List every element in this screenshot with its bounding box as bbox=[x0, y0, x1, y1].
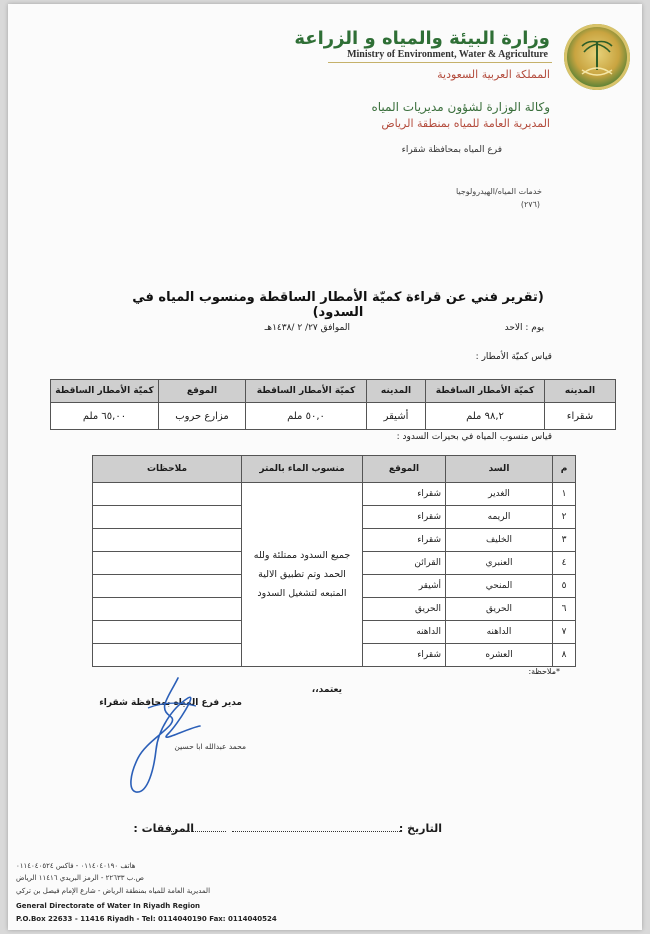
table-cell: ٤ bbox=[553, 552, 576, 575]
footer-org-english: General Directorate of Water In Riyadh Region bbox=[16, 902, 200, 910]
table-cell: ٦٥,٠٠ ملم bbox=[51, 403, 159, 430]
table-header-cell: كميّة الأمطار الساقطة bbox=[426, 380, 545, 403]
table-header-cell: المدينه bbox=[545, 380, 616, 403]
dams-section-label: قياس منسوب المياه في بحيرات السدود : bbox=[396, 432, 552, 442]
branch-name: فرع المياه بمحافظة شقراء bbox=[401, 145, 502, 155]
table-cell bbox=[93, 575, 242, 598]
header-rule bbox=[328, 62, 552, 63]
table-cell: الداهنه bbox=[446, 621, 553, 644]
table-cell: العنبري bbox=[446, 552, 553, 575]
table-header-cell: الموقع bbox=[363, 456, 446, 483]
date-field-line bbox=[232, 831, 402, 832]
table-cell: ٥٠,٠ ملم bbox=[246, 403, 367, 430]
handwritten-signature-icon bbox=[108, 668, 218, 798]
table-cell: ٨ bbox=[553, 644, 576, 667]
approval-label: يعتمد،، bbox=[311, 685, 342, 695]
table-cell: الريمه bbox=[446, 506, 553, 529]
document-page bbox=[8, 4, 642, 930]
table-cell: شقراء bbox=[363, 644, 446, 667]
table-cell: الحريق bbox=[363, 598, 446, 621]
footer-pobox: ص.ب ٢٢٦٣٣ - الرمز البريدي ١١٤١٦ الرياض bbox=[16, 874, 144, 882]
table-cell: الداهنه bbox=[363, 621, 446, 644]
ministry-logo bbox=[564, 24, 630, 90]
table-cell: ١ bbox=[553, 483, 576, 506]
table-cell bbox=[93, 483, 242, 506]
table-header-cell: كميّة الأمطار الساقطة bbox=[51, 380, 159, 403]
table-cell: أشيقر bbox=[363, 575, 446, 598]
directorate-name: المديرية العامة للمياه بمنطقة الرياض bbox=[381, 117, 550, 130]
table-cell: شقراء bbox=[363, 483, 446, 506]
kingdom-name: المملكة العربية السعودية bbox=[437, 68, 550, 81]
footer-address: المديرية العامة للمياه بمنطقة الرياض - شارع الإمام فيصل بن تركي bbox=[16, 887, 211, 895]
table-header-cell: الموقع bbox=[159, 380, 246, 403]
table-header-cell: المدينه bbox=[367, 380, 426, 403]
table-cell: العشره bbox=[446, 644, 553, 667]
table-cell: ٢ bbox=[553, 506, 576, 529]
attachments-field-label: المرفقات : bbox=[133, 822, 194, 835]
water-level-note: جميع السدود ممتلئة ولله الحمد وتم تطبيق الالية المتبعه لتشغيل السدود bbox=[242, 483, 363, 667]
report-title: (تقرير فني عن قراءة كميّة الأمطار الساقطة ومنسوب المياه في السدود) bbox=[132, 290, 544, 320]
table-cell bbox=[93, 644, 242, 667]
signatory-name: محمد عبدالله ابا حسين bbox=[174, 742, 246, 751]
reference-number: (٢٧٦) bbox=[520, 200, 540, 209]
table-cell: ٥ bbox=[553, 575, 576, 598]
table-header-cell: منسوب الماء بالمتر bbox=[242, 456, 363, 483]
table-row bbox=[51, 403, 616, 430]
table-header-cell: كميّة الأمطار الساقطة bbox=[246, 380, 367, 403]
table-cell: ٦ bbox=[553, 598, 576, 621]
palm-swords-emblem-icon bbox=[564, 24, 630, 90]
ministry-name-english: Ministry of Environment, Water & Agriculture bbox=[347, 49, 548, 60]
table-cell: ٣ bbox=[553, 529, 576, 552]
table-cell: شقراء bbox=[363, 529, 446, 552]
rain-table bbox=[50, 379, 616, 430]
table-cell: القرائن bbox=[363, 552, 446, 575]
table-cell: مزارع حروب bbox=[159, 403, 246, 430]
footer-contact-english: P.O.Box 22633 - 11416 Riyadh - Tel: 0114040190 Fax: 0114040524 bbox=[16, 915, 277, 923]
footer-phone: هاتف ٠١١٤٠٤٠١٩٠ - فاكس ٠١١٤٠٤٠٥٢٤ bbox=[16, 862, 136, 870]
table-cell: المنحي bbox=[446, 575, 553, 598]
table-cell bbox=[93, 621, 242, 644]
ministry-name-arabic: وزارة البيئة والمياه و الزراعة bbox=[294, 28, 550, 49]
report-day: يوم : الاحد bbox=[504, 323, 544, 333]
date-field-label: التاريخ : bbox=[398, 822, 442, 835]
table-header-cell: م bbox=[553, 456, 576, 483]
table-cell: أشيقر bbox=[367, 403, 426, 430]
table-cell: ٧ bbox=[553, 621, 576, 644]
table-cell bbox=[93, 598, 242, 621]
table-header-row bbox=[51, 380, 616, 403]
table-header-cell: السد bbox=[446, 456, 553, 483]
table-header-cell: ملاحظات bbox=[93, 456, 242, 483]
table-cell: شقراء bbox=[363, 506, 446, 529]
table-row bbox=[93, 483, 576, 506]
table-cell: الخليف bbox=[446, 529, 553, 552]
services-line: خدمات المياه/الهيدرولوجيا bbox=[455, 187, 542, 196]
agency-name: وكالة الوزارة لشؤون مديريات المياه bbox=[371, 100, 550, 114]
table-cell bbox=[93, 529, 242, 552]
note-label: *ملاحظة: bbox=[528, 667, 560, 676]
table-cell: شقراء bbox=[545, 403, 616, 430]
dams-table bbox=[92, 455, 576, 667]
table-cell: الحريق bbox=[446, 598, 553, 621]
table-cell bbox=[93, 552, 242, 575]
attachments-field-line bbox=[168, 831, 226, 832]
report-date: الموافق ٢٧/ ٢ /١٤٣٨هـ bbox=[264, 323, 350, 333]
rain-section-label: قياس كميّة الأمطار : bbox=[475, 352, 552, 362]
table-cell bbox=[93, 506, 242, 529]
manager-title: مدير فرع المياه بمحافظة شقراء bbox=[99, 698, 242, 708]
table-header-row bbox=[93, 456, 576, 483]
table-cell: ٩٨,٢ ملم bbox=[426, 403, 545, 430]
table-cell: الغدير bbox=[446, 483, 553, 506]
